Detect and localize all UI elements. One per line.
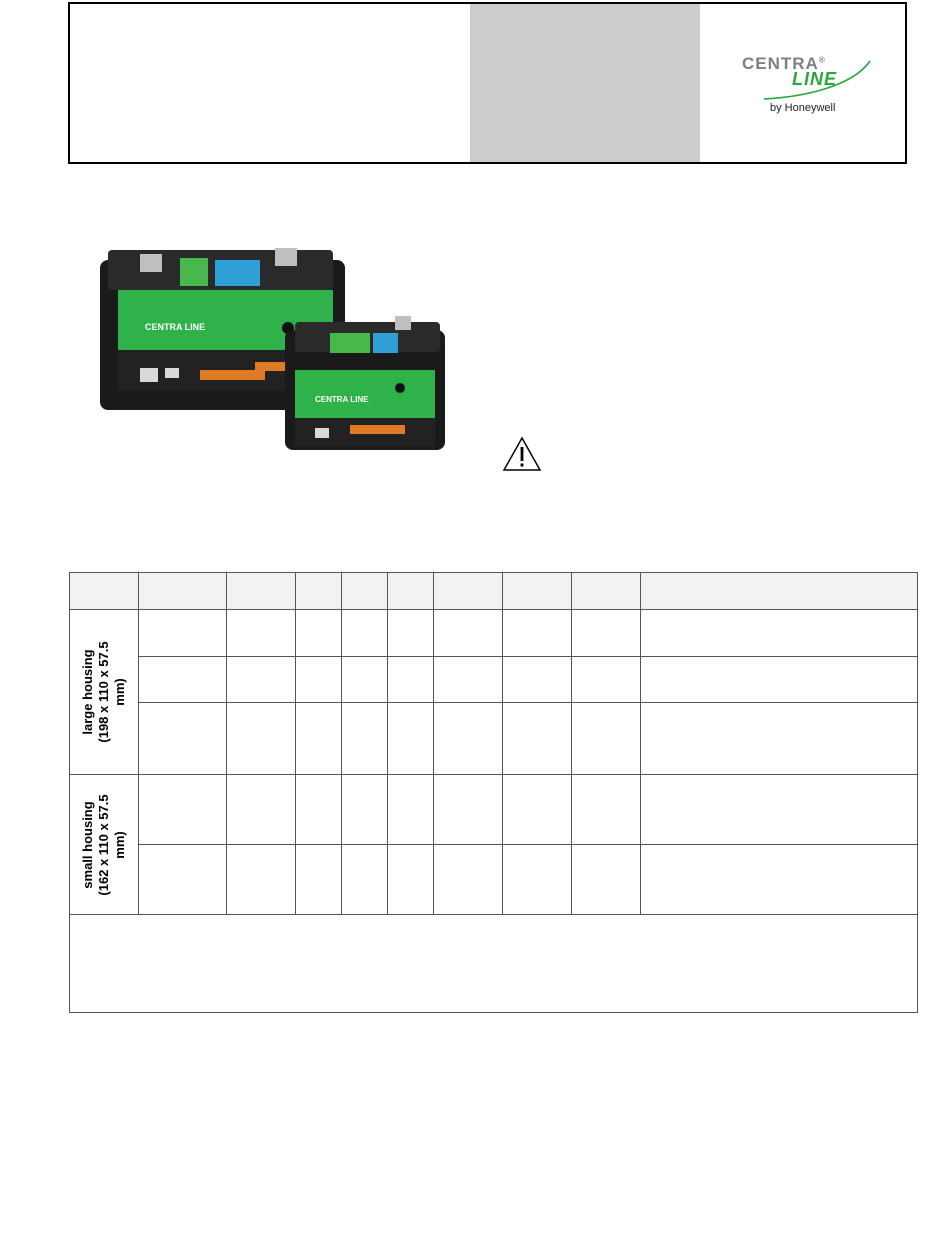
model-table	[69, 572, 918, 1013]
table-row	[70, 610, 918, 657]
svg-text:CENTRA LINE: CENTRA LINE	[315, 395, 369, 404]
header-cell	[296, 573, 342, 610]
table-header-row	[70, 573, 918, 610]
header-cell	[342, 573, 388, 610]
table-footnote-cell	[70, 915, 918, 1013]
header-cell	[641, 573, 918, 610]
table-row	[70, 657, 918, 703]
table-row	[70, 703, 918, 775]
small-controller-image	[285, 316, 445, 450]
header-cell	[503, 573, 572, 610]
group-label-small-housing: small housing (162 x 110 x 57.5 mm)	[70, 775, 139, 915]
header-cell	[572, 573, 641, 610]
header-cell	[434, 573, 503, 610]
logo-bottom-text: LINE	[792, 69, 838, 89]
table-footnote-row	[70, 915, 918, 1013]
header-cell	[388, 573, 434, 610]
group-label-large-housing: large housing (198 x 110 x 57.5 mm)	[70, 610, 139, 775]
document-header	[68, 2, 907, 164]
header-cell	[70, 573, 139, 610]
logo-top-text: CENTRA®	[742, 54, 825, 73]
warning-triangle-icon	[502, 436, 542, 472]
table-row	[70, 845, 918, 915]
controller-photo	[90, 240, 450, 460]
centraline-logo	[742, 54, 872, 124]
table-row	[70, 775, 918, 845]
header-cell	[227, 573, 296, 610]
header-cell	[139, 573, 227, 610]
logo-tagline: by Honeywell	[770, 102, 836, 114]
header-grey-panel	[470, 4, 700, 162]
svg-text:CENTRA LINE: CENTRA LINE	[145, 322, 206, 332]
